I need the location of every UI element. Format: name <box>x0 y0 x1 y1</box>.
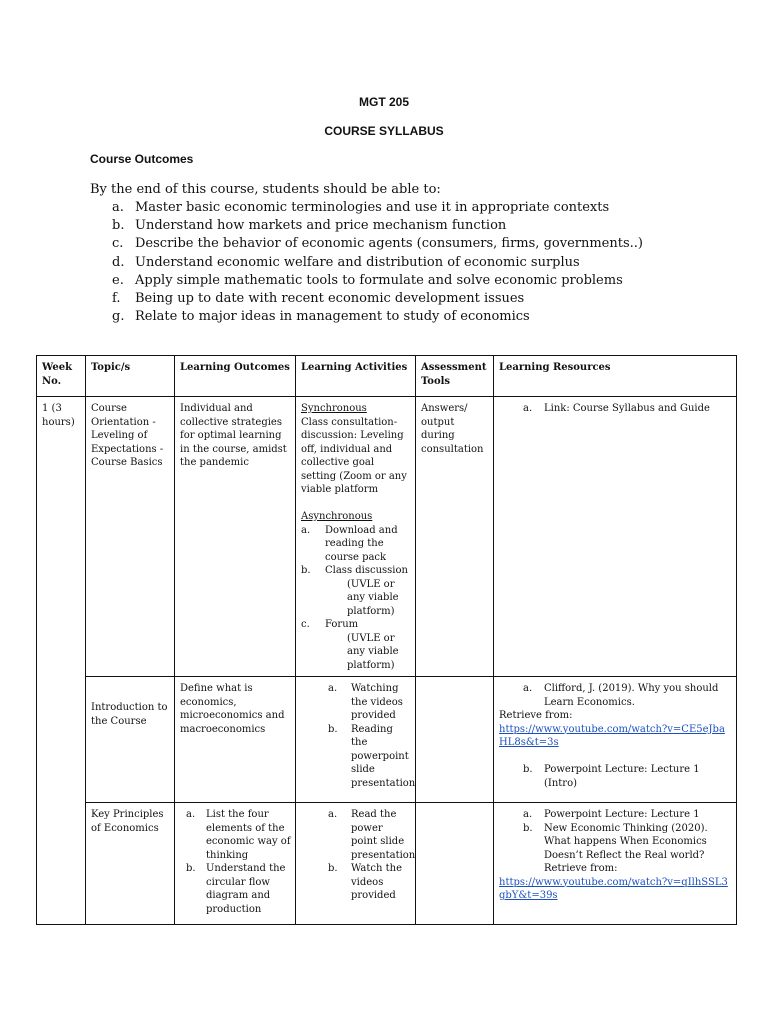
header-week: Week No. <box>37 356 86 397</box>
activity-text: Reading the powerpoint slide presentation <box>351 723 416 789</box>
list-item <box>499 682 732 709</box>
activities-list <box>301 808 416 903</box>
cell-outcomes <box>175 397 296 677</box>
resources-list <box>499 763 732 790</box>
cell-week <box>37 397 86 925</box>
cell-topic <box>86 803 175 925</box>
resources-list <box>499 808 732 876</box>
topic-text: Course Orientation -Leveling of Expectations -Course Basics <box>91 403 164 468</box>
outcome-item <box>90 235 643 253</box>
list-marker: a. <box>523 683 533 694</box>
course-code: MGT 205 <box>358 95 409 109</box>
cell-resources <box>494 397 737 677</box>
list-item <box>499 822 732 876</box>
retrieve-label: Retrieve from: <box>499 710 573 721</box>
cell-activities <box>296 677 416 803</box>
resource-text: Powerpoint Lecture: Lecture 1 (Intro) <box>544 764 700 789</box>
list-item <box>499 402 732 416</box>
list-marker: c. <box>301 619 310 630</box>
outcome-item <box>90 308 643 326</box>
list-marker: b. <box>301 565 311 576</box>
header-learning-resources: Learning Resources <box>494 356 737 397</box>
outcome-text: Define what is economics, microeconomics and macroeconomics <box>180 683 285 735</box>
cell-assessment <box>416 677 494 803</box>
list-marker: c. <box>112 236 124 252</box>
cell-assessment <box>416 803 494 925</box>
cell-outcomes <box>175 803 296 925</box>
cell-activities <box>296 397 416 677</box>
resource-text: Clifford, J. (2019). Why you should Learn Economics. <box>544 683 719 708</box>
week-number: 1 (3 hours) <box>42 403 75 428</box>
activity-subtext: (UVLE or any viable platform) <box>347 578 399 617</box>
list-item <box>499 808 732 822</box>
activity-text: Forum <box>325 619 359 630</box>
youtube-link[interactable]: https://www.youtube.com/watch?v=qIlhSSL3gbY&t=39s <box>499 876 728 901</box>
resource-text: Powerpoint Lecture: Lecture 1 <box>544 809 700 820</box>
outcome-text: Master basic economic terminologies and use it in appropriate contexts <box>135 200 610 215</box>
outcomes-sublist <box>180 808 291 916</box>
document-title: COURSE SYLLABUS <box>324 124 444 138</box>
list-item <box>301 723 416 791</box>
list-marker: a. <box>186 809 196 820</box>
list-item <box>301 618 411 672</box>
outcomes-list <box>90 199 643 326</box>
cell-resources <box>494 677 737 803</box>
activity-text: Class discussion <box>325 565 408 576</box>
assessment-text: Answers/ output during consultation <box>421 403 484 455</box>
synchronous-label: Synchronous <box>301 403 367 414</box>
outcome-item <box>90 254 643 272</box>
synchronous-text: Class consultation- discussion: Leveling off, individual and collective goal setting (Zoom or any viable platform <box>301 416 407 495</box>
cell-assessment <box>416 397 494 677</box>
list-marker: b. <box>328 863 338 874</box>
list-marker: b. <box>523 822 533 834</box>
outcome-text: Individual and collective strategies for optimal learning in the course, amidst the pandemic <box>180 403 287 468</box>
list-marker: f. <box>112 291 121 307</box>
list-item <box>301 808 416 862</box>
list-marker: b. <box>112 218 125 234</box>
list-marker: a. <box>328 809 338 820</box>
outcome-item <box>90 272 643 290</box>
outcome-text: Relate to major ideas in management to study of economics <box>135 309 530 325</box>
outcome-item <box>90 290 643 308</box>
outcome-text: Understand how markets and price mechanism function <box>135 218 507 234</box>
header-assessment-tools: Assessment Tools <box>416 356 494 397</box>
outcome-text: Being up to date with recent economic development issues <box>135 291 525 307</box>
resource-text: Link: Course Syllabus and Guide <box>544 403 710 414</box>
list-marker: b. <box>186 863 196 874</box>
list-marker: e. <box>112 272 124 288</box>
list-item <box>301 564 411 618</box>
activity-text: Download and reading the course pack <box>325 524 398 563</box>
list-marker: a. <box>523 403 533 414</box>
outcome-text: Understand economic welfare and distribution of economic surplus <box>135 254 580 270</box>
outcome-text: Understand the circular flow diagram and production <box>206 863 286 915</box>
header-learning-activities: Learning Activities <box>296 356 416 397</box>
header-topics: Topic/s <box>86 356 175 397</box>
youtube-link[interactable]: https://www.youtube.com/watch?v=CE5eJbaHL8s&t=3s <box>499 723 725 748</box>
list-item <box>180 808 291 862</box>
async-activities-list <box>301 524 411 673</box>
cell-outcomes <box>175 677 296 803</box>
cell-activities <box>296 803 416 925</box>
activities-list <box>301 682 416 790</box>
table-header-row <box>37 356 737 397</box>
list-item <box>301 862 411 903</box>
table-row <box>37 803 737 925</box>
resources-list <box>499 402 732 416</box>
cell-resources <box>494 803 737 925</box>
outcomes-intro: By the end of this course, students should be able to: <box>90 182 441 197</box>
section-heading-course-outcomes: Course Outcomes <box>90 152 194 166</box>
list-marker: b. <box>328 723 338 735</box>
list-item <box>180 862 291 916</box>
topic-text: Key Principles of Economics <box>91 809 164 834</box>
list-marker: b. <box>523 764 533 775</box>
list-marker: a. <box>301 524 311 536</box>
activity-text: Read the power point slide presentation <box>351 809 416 861</box>
outcome-item <box>90 217 643 235</box>
outcome-text: List the four elements of the economic way of thinking <box>206 809 291 861</box>
resources-list <box>499 682 732 709</box>
activity-subtext: (UVLE or any viable platform) <box>347 632 399 671</box>
list-item <box>301 524 411 565</box>
cell-topic <box>86 677 175 803</box>
resource-text: New Economic Thinking (2020). What happens When Economics Doesn’t Reflect the Real world? Retrieve from: <box>544 822 708 874</box>
list-marker: a. <box>112 200 124 215</box>
activity-text: Watching the videos provided <box>351 683 403 721</box>
list-marker: a. <box>328 683 338 694</box>
outcome-item <box>90 199 643 217</box>
list-item <box>499 763 732 790</box>
list-marker: g. <box>112 309 125 325</box>
activity-text: Watch the videos provided <box>351 863 402 901</box>
topic-text: Introduction to the Course <box>91 702 168 727</box>
list-marker: a. <box>523 809 533 820</box>
syllabus-table <box>36 355 737 925</box>
outcome-text: Apply simple mathematic tools to formulate and solve economic problems <box>135 272 623 288</box>
outcome-text: Describe the behavior of economic agents (consumers, firms, governments..) <box>135 236 643 252</box>
header-learning-outcomes: Learning Outcomes <box>175 356 296 397</box>
list-marker: d. <box>112 254 125 270</box>
table-row <box>37 397 737 677</box>
table-row <box>37 677 737 803</box>
list-item <box>301 682 411 723</box>
asynchronous-label: Asynchronous <box>301 511 373 522</box>
cell-topic <box>86 397 175 677</box>
